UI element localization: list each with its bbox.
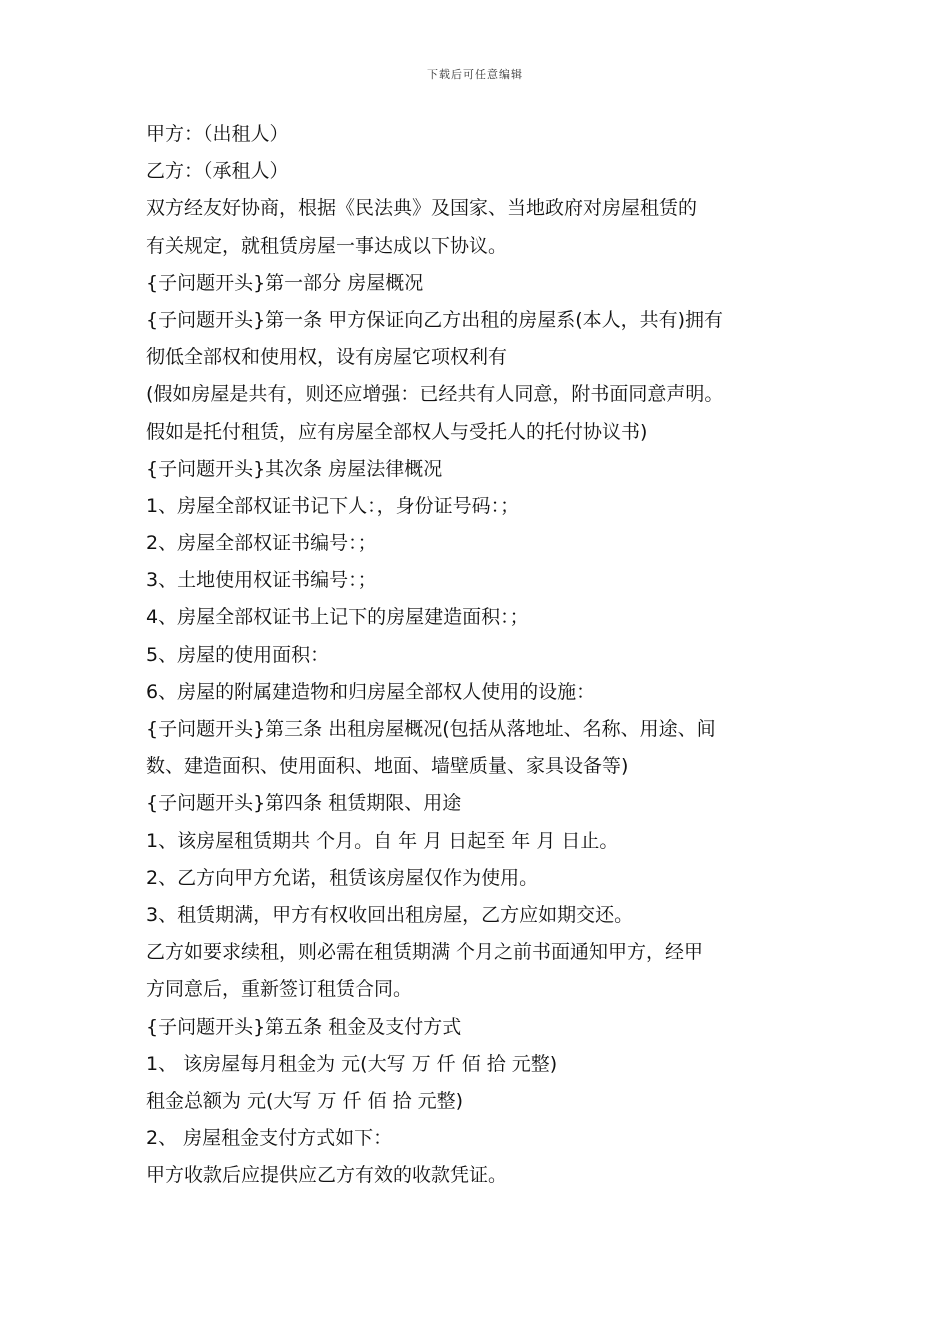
list-item: 1、房屋全部权证书记下人：，身份证号码：； (146, 494, 520, 517)
text-line: 方同意后，重新签订租赁合同。 (146, 978, 413, 1001)
text-line: 数、建造面积、使用面积、地面、墙壁质量、家具设备等) (146, 755, 629, 778)
text-line: 甲方收款后应提供应乙方有效的收款凭证。 (146, 1164, 508, 1187)
text-line: 彻低全部权和使用权，设有房屋它项权利有 (146, 346, 508, 369)
list-item: 2、 房屋租金支付方式如下： (146, 1127, 393, 1150)
list-item: 4、房屋全部权证书上记下的房屋建造面积：； (146, 606, 529, 629)
clause-heading: {子问题开头}第四条 租赁期限、用途 (146, 792, 462, 815)
text-line: 乙方如要求续租，则必需在租赁期满 个月之前书面通知甲方，经甲 (146, 941, 704, 964)
list-item: 1、 该房屋每月租金为 元(大写 万 仟 佰 拾 元整) (146, 1052, 558, 1075)
list-item: 3、土地使用权证书编号：； (146, 569, 377, 592)
page-header: 下载后可任意编辑 (427, 68, 523, 81)
text-line: 双方经友好协商，根据《民法典》及国家、当地政府对房屋租赁的 (146, 197, 698, 220)
document-body (146, 116, 836, 1194)
clause-heading: {子问题开头}第一条 甲方保证向乙方出租的房屋系(本人，共有)拥有 (146, 308, 724, 331)
text-line: 租金总额为 元(大写 万 仟 佰 拾 元整) (146, 1089, 464, 1112)
section-heading: {子问题开头}第一部分 房屋概况 (146, 271, 424, 294)
clause-heading: {子问题开头}第三条 出租房屋概况(包括从落地址、名称、用途、间 (146, 718, 716, 740)
list-item: 3、租赁期满，甲方有权收回出租房屋，乙方应如期交还。 (146, 903, 634, 926)
text-line: 假如是托付租赁，应有房屋全部权人与受托人的托付协议书) (146, 420, 648, 443)
text-line: 有关规定，就租赁房屋一事达成以下协议。 (146, 234, 508, 257)
clause-heading: {子问题开头}其次条 房屋法律概况 (146, 457, 443, 480)
text-line: 甲方：（出租人） (146, 123, 289, 145)
list-item: 5、房屋的使用面积： (146, 643, 330, 666)
list-item: 2、乙方向甲方允诺，租赁该房屋仅作为使用。 (146, 866, 539, 889)
list-item: 1、该房屋租赁期共 个月。自 年 月 日起至 年 月 日止。 (146, 829, 619, 852)
list-item: 2、房屋全部权证书编号：； (146, 532, 377, 555)
text-line: 乙方：（承租人） (146, 160, 289, 183)
text-line: (假如房屋是共有，则还应增强：已经共有人同意，附书面同意声明。 (146, 383, 724, 406)
list-item: 6、房屋的附属建造物和归房屋全部权人使用的设施： (146, 680, 596, 703)
clause-heading: {子问题开头}第五条 租金及支付方式 (146, 1015, 462, 1038)
